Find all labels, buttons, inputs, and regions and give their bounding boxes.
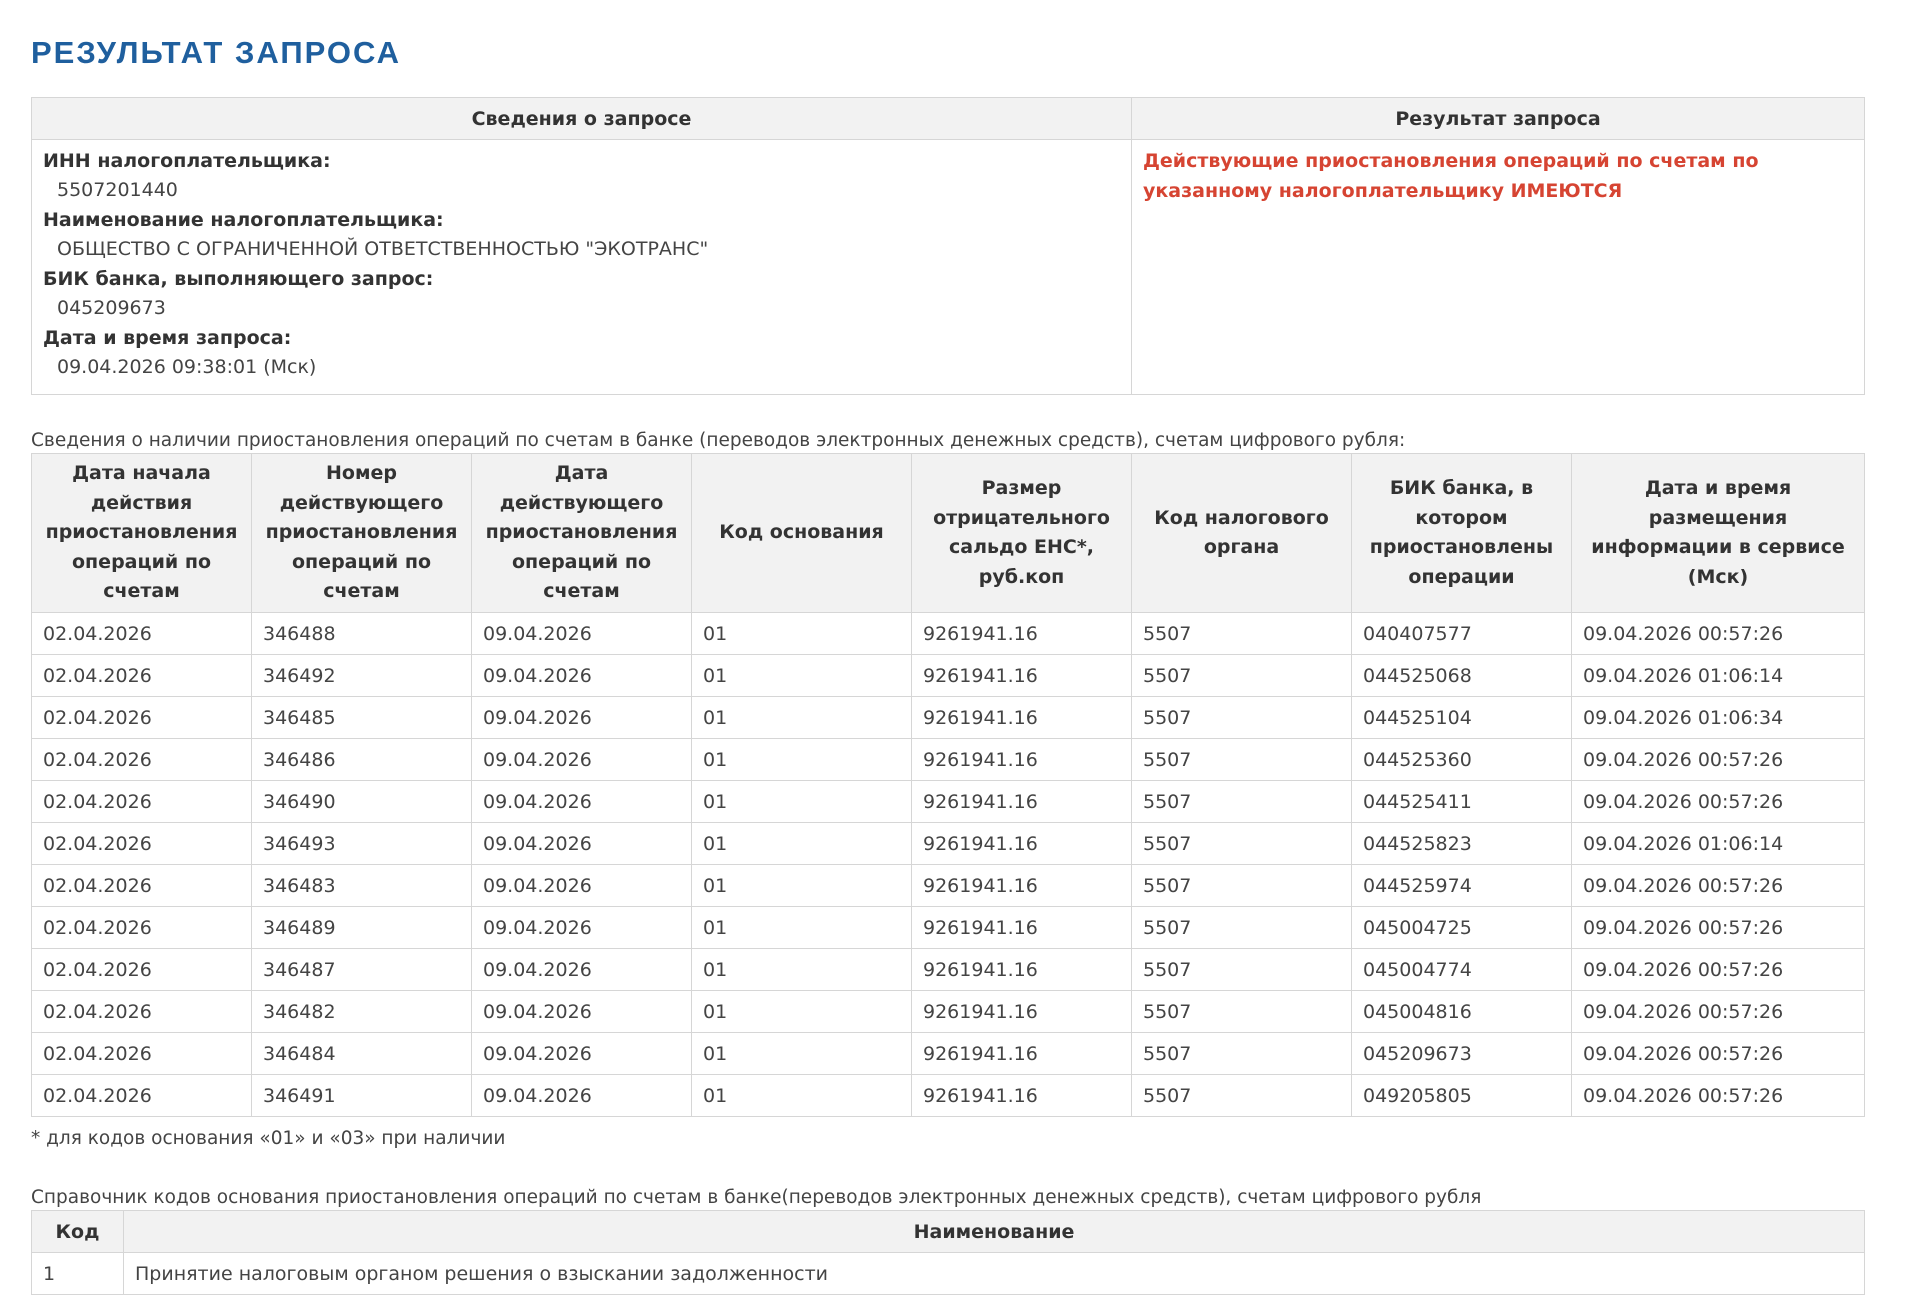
cell-suspension-number: 346491 bbox=[252, 1075, 472, 1117]
cell-negative-balance: 9261941.16 bbox=[912, 949, 1132, 991]
taxpayer-name-value: ОБЩЕСТВО С ОГРАНИЧЕННОЙ ОТВЕТСТВЕННОСТЬЮ "ЭКОТРАНС" bbox=[57, 238, 709, 260]
cell-suspension-date: 09.04.2026 bbox=[472, 613, 692, 655]
cell-reason-code: 01 bbox=[692, 697, 912, 739]
cell-suspension-date: 09.04.2026 bbox=[472, 781, 692, 823]
codes-caption: Справочник кодов основания приостановления операций по счетам в банке(переводов электронных денежных средств), счетам цифрового рубля bbox=[31, 1187, 1482, 1208]
request-result-cell bbox=[1132, 140, 1865, 395]
cell-suspension-number: 346485 bbox=[252, 697, 472, 739]
cell-suspension-number: 346490 bbox=[252, 781, 472, 823]
table-row bbox=[32, 865, 1865, 907]
table-row bbox=[32, 1253, 1865, 1295]
codes-table bbox=[31, 1210, 1865, 1295]
cell-bank-bik: 045209673 bbox=[1352, 1033, 1572, 1075]
page-title: РЕЗУЛЬТАТ ЗАПРОСА bbox=[31, 35, 402, 70]
cell-suspension-number: 346484 bbox=[252, 1033, 472, 1075]
cell-reason-code: 01 bbox=[692, 823, 912, 865]
col-reason-code: Код основания bbox=[692, 454, 912, 613]
cell-negative-balance: 9261941.16 bbox=[912, 865, 1132, 907]
cell-tax-authority-code: 5507 bbox=[1132, 655, 1352, 697]
cell-tax-authority-code: 5507 bbox=[1132, 1033, 1352, 1075]
cell-negative-balance: 9261941.16 bbox=[912, 655, 1132, 697]
cell-tax-authority-code: 5507 bbox=[1132, 739, 1352, 781]
cell-suspension-date: 09.04.2026 bbox=[472, 697, 692, 739]
cell-reason-code: 01 bbox=[692, 613, 912, 655]
cell-negative-balance: 9261941.16 bbox=[912, 781, 1132, 823]
footnote: * для кодов основания «01» и «03» при наличии bbox=[31, 1128, 506, 1149]
table-row bbox=[32, 781, 1865, 823]
col-bank-bik: БИК банка, в котором приостановлены операции bbox=[1352, 454, 1572, 613]
cell-tax-authority-code: 5507 bbox=[1132, 823, 1352, 865]
taxpayer-name-label: Наименование налогоплательщика: bbox=[43, 209, 444, 231]
request-result-header: Результат запроса bbox=[1132, 98, 1865, 140]
cell-suspension-date: 09.04.2026 bbox=[472, 1033, 692, 1075]
cell-reason-code: 01 bbox=[692, 655, 912, 697]
bank-bik-value: 045209673 bbox=[57, 297, 166, 319]
table-row bbox=[32, 991, 1865, 1033]
page bbox=[31, 0, 1864, 1295]
col-negative-balance: Размер отрицательного сальдо ЕНС*, руб.коп bbox=[912, 454, 1132, 613]
cell-reason-code: 01 bbox=[692, 907, 912, 949]
col-name: Наименование bbox=[124, 1211, 1865, 1253]
cell-tax-authority-code: 5507 bbox=[1132, 1075, 1352, 1117]
bank-bik-label: БИК банка, выполняющего запрос: bbox=[43, 268, 434, 290]
cell-suspension-number: 346488 bbox=[252, 613, 472, 655]
cell-bank-bik: 044525068 bbox=[1352, 655, 1572, 697]
cell-start-date: 02.04.2026 bbox=[32, 907, 252, 949]
cell-suspension-date: 09.04.2026 bbox=[472, 949, 692, 991]
cell-posted-datetime: 09.04.2026 01:06:14 bbox=[1572, 655, 1865, 697]
cell-posted-datetime: 09.04.2026 00:57:26 bbox=[1572, 1033, 1865, 1075]
table-row bbox=[32, 1033, 1865, 1075]
cell-start-date: 02.04.2026 bbox=[32, 949, 252, 991]
cell-start-date: 02.04.2026 bbox=[32, 1033, 252, 1075]
cell-start-date: 02.04.2026 bbox=[32, 613, 252, 655]
cell-suspension-date: 09.04.2026 bbox=[472, 865, 692, 907]
col-start-date: Дата начала действия приостановления операций по счетам bbox=[32, 454, 252, 613]
cell-bank-bik: 040407577 bbox=[1352, 613, 1572, 655]
cell-suspension-date: 09.04.2026 bbox=[472, 823, 692, 865]
cell-reason-code: 01 bbox=[692, 991, 912, 1033]
table-row bbox=[32, 907, 1865, 949]
col-suspension-date: Дата действующего приостановления операций по счетам bbox=[472, 454, 692, 613]
cell-suspension-date: 09.04.2026 bbox=[472, 655, 692, 697]
col-suspension-number: Номер действующего приостановления операций по счетам bbox=[252, 454, 472, 613]
inn-label: ИНН налогоплательщика: bbox=[43, 150, 331, 172]
cell-start-date: 02.04.2026 bbox=[32, 991, 252, 1033]
col-code: Код bbox=[32, 1211, 124, 1253]
cell-start-date: 02.04.2026 bbox=[32, 865, 252, 907]
cell-posted-datetime: 09.04.2026 00:57:26 bbox=[1572, 1075, 1865, 1117]
cell-tax-authority-code: 5507 bbox=[1132, 907, 1352, 949]
cell-posted-datetime: 09.04.2026 01:06:14 bbox=[1572, 823, 1865, 865]
table-row bbox=[32, 697, 1865, 739]
cell-negative-balance: 9261941.16 bbox=[912, 697, 1132, 739]
table-row bbox=[32, 655, 1865, 697]
cell-bank-bik: 049205805 bbox=[1352, 1075, 1572, 1117]
request-datetime-label: Дата и время запроса: bbox=[43, 327, 292, 349]
cell-tax-authority-code: 5507 bbox=[1132, 991, 1352, 1033]
cell-negative-balance: 9261941.16 bbox=[912, 991, 1132, 1033]
cell-posted-datetime: 09.04.2026 00:57:26 bbox=[1572, 613, 1865, 655]
cell-suspension-date: 09.04.2026 bbox=[472, 739, 692, 781]
cell-suspension-date: 09.04.2026 bbox=[472, 1075, 692, 1117]
cell-name: Принятие налоговым органом решения о взыскании задолженности bbox=[124, 1253, 1865, 1295]
table-row bbox=[32, 949, 1865, 991]
cell-code: 1 bbox=[32, 1253, 124, 1295]
cell-suspension-number: 346483 bbox=[252, 865, 472, 907]
cell-negative-balance: 9261941.16 bbox=[912, 1033, 1132, 1075]
cell-suspension-date: 09.04.2026 bbox=[472, 907, 692, 949]
col-tax-authority-code: Код налогового органа bbox=[1132, 454, 1352, 613]
request-info-header: Сведения о запросе bbox=[32, 98, 1132, 140]
suspensions-table bbox=[31, 453, 1865, 1117]
cell-suspension-number: 346489 bbox=[252, 907, 472, 949]
result-text-line-2: указанному налогоплательщику ИМЕЮТСЯ bbox=[1143, 180, 1623, 202]
cell-bank-bik: 045004774 bbox=[1352, 949, 1572, 991]
request-datetime-value: 09.04.2026 09:38:01 (Мск) bbox=[57, 356, 317, 378]
table-row bbox=[32, 739, 1865, 781]
cell-posted-datetime: 09.04.2026 00:57:26 bbox=[1572, 865, 1865, 907]
cell-start-date: 02.04.2026 bbox=[32, 823, 252, 865]
cell-bank-bik: 045004816 bbox=[1352, 991, 1572, 1033]
result-text-line-1: Действующие приостановления операций по счетам по bbox=[1143, 150, 1759, 172]
suspensions-header-row bbox=[32, 454, 1865, 613]
cell-suspension-number: 346487 bbox=[252, 949, 472, 991]
cell-suspension-date: 09.04.2026 bbox=[472, 991, 692, 1033]
cell-bank-bik: 044525974 bbox=[1352, 865, 1572, 907]
cell-tax-authority-code: 5507 bbox=[1132, 697, 1352, 739]
inn-value: 5507201440 bbox=[57, 179, 178, 201]
cell-bank-bik: 045004725 bbox=[1352, 907, 1572, 949]
cell-negative-balance: 9261941.16 bbox=[912, 739, 1132, 781]
cell-start-date: 02.04.2026 bbox=[32, 739, 252, 781]
cell-reason-code: 01 bbox=[692, 1075, 912, 1117]
cell-start-date: 02.04.2026 bbox=[32, 655, 252, 697]
cell-negative-balance: 9261941.16 bbox=[912, 613, 1132, 655]
cell-reason-code: 01 bbox=[692, 865, 912, 907]
cell-tax-authority-code: 5507 bbox=[1132, 781, 1352, 823]
cell-bank-bik: 044525411 bbox=[1352, 781, 1572, 823]
cell-reason-code: 01 bbox=[692, 781, 912, 823]
cell-negative-balance: 9261941.16 bbox=[912, 1075, 1132, 1117]
cell-suspension-number: 346482 bbox=[252, 991, 472, 1033]
cell-posted-datetime: 09.04.2026 00:57:26 bbox=[1572, 739, 1865, 781]
cell-start-date: 02.04.2026 bbox=[32, 781, 252, 823]
cell-bank-bik: 044525823 bbox=[1352, 823, 1572, 865]
suspensions-caption: Сведения о наличии приостановления операций по счетам в банке (переводов электронных денежных средств), счетам цифрового рубля: bbox=[31, 430, 1406, 451]
cell-reason-code: 01 bbox=[692, 739, 912, 781]
col-posted-datetime: Дата и время размещения информации в сервисе (Мск) bbox=[1572, 454, 1865, 613]
cell-negative-balance: 9261941.16 bbox=[912, 907, 1132, 949]
cell-posted-datetime: 09.04.2026 00:57:26 bbox=[1572, 949, 1865, 991]
cell-tax-authority-code: 5507 bbox=[1132, 865, 1352, 907]
table-row bbox=[32, 613, 1865, 655]
cell-suspension-number: 346493 bbox=[252, 823, 472, 865]
cell-posted-datetime: 09.04.2026 01:06:34 bbox=[1572, 697, 1865, 739]
table-row bbox=[32, 1075, 1865, 1117]
cell-posted-datetime: 09.04.2026 00:57:26 bbox=[1572, 781, 1865, 823]
cell-suspension-number: 346492 bbox=[252, 655, 472, 697]
cell-negative-balance: 9261941.16 bbox=[912, 823, 1132, 865]
cell-posted-datetime: 09.04.2026 00:57:26 bbox=[1572, 907, 1865, 949]
cell-reason-code: 01 bbox=[692, 949, 912, 991]
cell-tax-authority-code: 5507 bbox=[1132, 949, 1352, 991]
cell-suspension-number: 346486 bbox=[252, 739, 472, 781]
cell-reason-code: 01 bbox=[692, 1033, 912, 1075]
cell-bank-bik: 044525104 bbox=[1352, 697, 1572, 739]
codes-header-row bbox=[32, 1211, 1865, 1253]
cell-start-date: 02.04.2026 bbox=[32, 1075, 252, 1117]
cell-bank-bik: 044525360 bbox=[1352, 739, 1572, 781]
table-row bbox=[32, 823, 1865, 865]
request-info-cell bbox=[32, 140, 1132, 395]
cell-tax-authority-code: 5507 bbox=[1132, 613, 1352, 655]
request-info-table bbox=[31, 97, 1865, 395]
cell-posted-datetime: 09.04.2026 00:57:26 bbox=[1572, 991, 1865, 1033]
cell-start-date: 02.04.2026 bbox=[32, 697, 252, 739]
